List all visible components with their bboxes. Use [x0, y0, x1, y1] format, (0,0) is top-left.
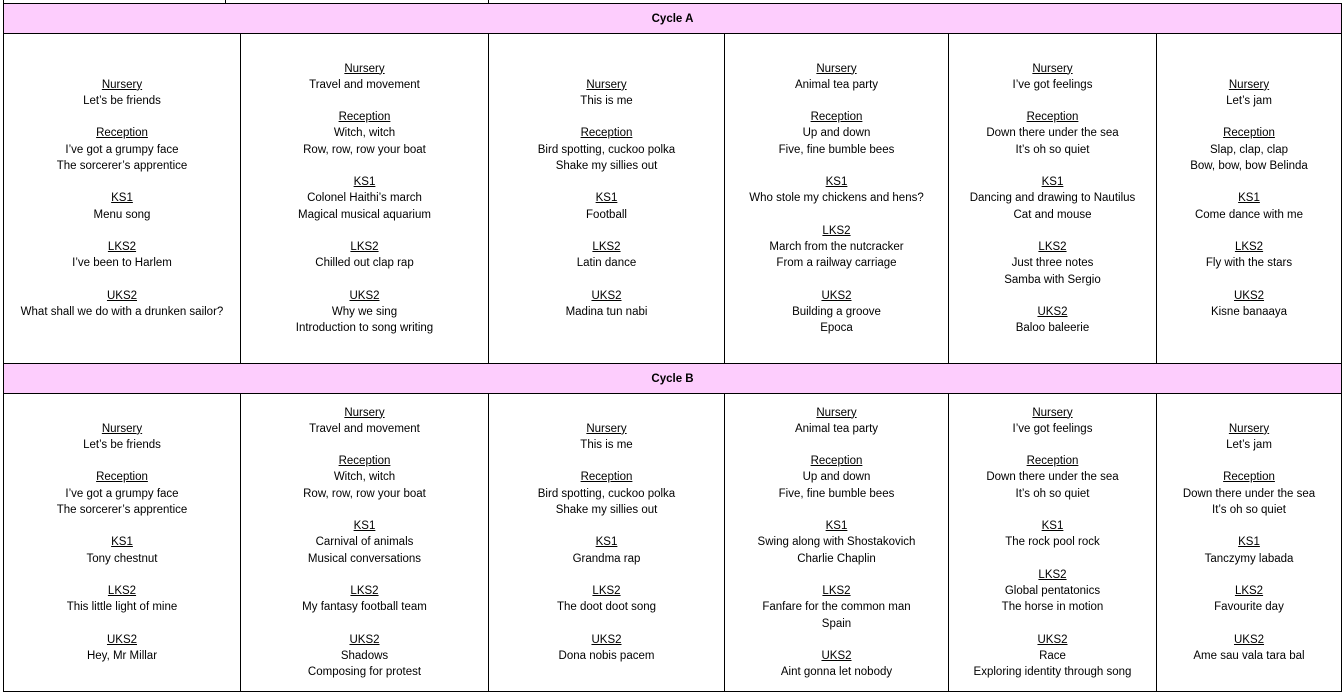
song-title: Dona nobis pacem	[558, 649, 655, 662]
cycle-title: Cycle B	[4, 364, 1342, 394]
key-stage-group	[241, 174, 488, 223]
key-stage-heading: UKS2	[821, 649, 852, 662]
key-stage-heading: Nursery	[344, 62, 385, 75]
key-stage-group	[949, 109, 1156, 158]
key-stage-heading: Reception	[580, 127, 633, 140]
song-title: Introduction to song writing	[295, 322, 434, 335]
song-title: Who stole my chickens and hens?	[749, 192, 924, 205]
key-stage-group	[489, 421, 724, 454]
song-title: Travel and movement	[309, 422, 420, 435]
table-body	[4, 4, 1342, 692]
key-stage-group	[4, 469, 240, 518]
key-stage-group	[1157, 77, 1341, 110]
key-stage-heading: Nursery	[101, 422, 143, 435]
term-cell	[949, 394, 1157, 692]
key-stage-heading: KS1	[111, 192, 133, 205]
key-stage-group	[949, 61, 1156, 94]
key-stage-heading: Reception	[810, 111, 863, 124]
song-title: Charlie Chaplin	[797, 552, 876, 565]
song-title: The doot doot song	[556, 601, 657, 614]
key-stage-heading: Reception	[580, 471, 633, 484]
key-stage-heading: KS1	[825, 520, 848, 533]
key-stage-heading: Nursery	[1228, 78, 1270, 91]
key-stage-group	[1157, 125, 1341, 174]
song-title: Grandma rap	[572, 552, 641, 565]
key-stage-heading: KS1	[353, 176, 376, 189]
key-stage-group	[489, 583, 724, 616]
song-title: Animal tea party	[794, 422, 879, 435]
song-title: Up and down	[802, 127, 871, 140]
key-stage-group	[4, 632, 240, 665]
key-stage-group	[4, 77, 240, 110]
term-cell	[4, 34, 241, 364]
key-stage-heading: KS1	[595, 536, 618, 549]
key-stage-heading: LKS2	[822, 224, 851, 237]
song-title: This little light of mine	[66, 601, 178, 614]
key-stage-group	[241, 518, 488, 567]
key-stage-heading: KS1	[1041, 520, 1064, 533]
key-stage-heading: Nursery	[816, 62, 857, 75]
key-stage-group	[241, 61, 488, 94]
key-stage-heading: LKS2	[350, 584, 379, 597]
key-stage-heading: Nursery	[1228, 422, 1270, 435]
key-stage-group	[949, 304, 1156, 337]
key-stage-group	[241, 109, 488, 158]
song-title: Up and down	[802, 471, 871, 484]
key-stage-group	[241, 583, 488, 616]
cycle-header-row	[4, 364, 1342, 394]
song-title: Come dance with me	[1194, 208, 1304, 221]
key-stage-group	[489, 632, 724, 665]
key-stage-heading: KS1	[595, 192, 618, 205]
song-title: This is me	[580, 95, 633, 108]
term-cell	[489, 34, 725, 364]
key-stage-heading: LKS2	[107, 584, 137, 597]
key-stage-group	[4, 534, 240, 567]
key-stage-heading: UKS2	[591, 289, 622, 302]
key-stage-heading: Reception	[1026, 111, 1079, 124]
key-stage-heading: KS1	[1238, 536, 1260, 549]
key-stage-group	[4, 421, 240, 454]
key-stage-group	[725, 223, 948, 272]
song-title: Shake my sillies out	[555, 160, 658, 173]
key-stage-group	[949, 405, 1156, 438]
song-title: Down there under the sea	[986, 471, 1119, 484]
key-stage-heading: KS1	[1238, 192, 1260, 205]
key-stage-group	[949, 239, 1156, 288]
key-stage-group	[241, 239, 488, 272]
song-title: Aint gonna let nobody	[780, 666, 893, 679]
song-title: Swing along with Shostakovich	[757, 536, 916, 549]
song-title: Row, row, row your boat	[303, 143, 426, 156]
key-stage-heading: Reception	[96, 127, 148, 140]
song-title: March from the nutcracker	[769, 240, 904, 253]
song-title: Bird spotting, cuckoo polka	[537, 487, 676, 500]
song-title: Global pentatonics	[1004, 584, 1101, 597]
key-stage-heading: Reception	[96, 471, 148, 484]
key-stage-heading: LKS2	[1234, 240, 1264, 253]
song-title: Tanczymy labada	[1204, 552, 1294, 565]
key-stage-group	[1157, 632, 1341, 665]
key-stage-group	[1157, 288, 1341, 321]
term-cell	[489, 394, 725, 692]
song-title: Hey, Mr Millar	[86, 649, 158, 662]
song-title: Chilled out clap rap	[315, 257, 414, 270]
key-stage-heading: LKS2	[592, 584, 621, 597]
song-title: I’ve got a grumpy face	[65, 487, 179, 500]
song-title: What shall we do with a drunken sailor?	[20, 305, 224, 318]
key-stage-heading: UKS2	[591, 633, 622, 646]
song-title: From a railway carriage	[776, 257, 897, 270]
key-stage-group	[241, 632, 488, 681]
song-title: Samba with Sergio	[1004, 273, 1101, 286]
key-stage-heading: Nursery	[586, 78, 627, 91]
key-stage-group	[725, 648, 948, 681]
key-stage-group	[1157, 469, 1341, 518]
key-stage-heading: LKS2	[350, 240, 379, 253]
song-title: I’ve got a grumpy face	[65, 143, 179, 156]
key-stage-group	[1157, 421, 1341, 454]
key-stage-heading: Reception	[1026, 455, 1079, 468]
key-stage-heading: Nursery	[816, 406, 857, 419]
key-stage-group	[4, 239, 240, 272]
key-stage-heading: Reception	[1223, 127, 1275, 140]
key-stage-group	[489, 77, 724, 110]
key-stage-heading: LKS2	[592, 240, 621, 253]
key-stage-group	[4, 288, 240, 321]
song-title: Magical musical aquarium	[298, 208, 431, 221]
key-stage-heading: UKS2	[106, 289, 138, 302]
song-title: Let’s be friends	[83, 95, 161, 108]
key-stage-heading: UKS2	[1233, 633, 1265, 646]
song-title: Tony chestnut	[86, 552, 158, 565]
key-stage-group	[725, 583, 948, 632]
term-cell	[1157, 34, 1342, 364]
key-stage-group	[489, 125, 724, 174]
song-title: The horse in motion	[1001, 601, 1104, 614]
key-stage-group	[1157, 534, 1341, 567]
song-title: Carnival of animals	[315, 536, 414, 549]
key-stage-heading: Reception	[1223, 471, 1275, 484]
key-stage-group	[489, 288, 724, 321]
song-title: Shake my sillies out	[555, 504, 658, 517]
term-cell	[725, 34, 949, 364]
song-title: Shadows	[340, 649, 389, 662]
key-stage-heading: KS1	[1041, 176, 1064, 189]
song-title: The rock pool rock	[1005, 536, 1100, 549]
term-cell	[241, 34, 489, 364]
song-title: Fly with the stars	[1205, 257, 1293, 270]
key-stage-group	[4, 190, 240, 223]
song-title: Baloo baleerie	[1015, 322, 1090, 335]
key-stage-heading: UKS2	[1037, 633, 1068, 646]
term-cell	[241, 394, 489, 692]
key-stage-group	[1157, 190, 1341, 223]
key-stage-group	[4, 583, 240, 616]
song-title: I’ve got feelings	[1012, 422, 1093, 435]
song-title: Favourite day	[1214, 601, 1284, 614]
key-stage-group	[489, 239, 724, 272]
song-title: Let’s jam	[1226, 95, 1272, 108]
song-title: Witch, witch	[333, 127, 396, 140]
song-title: Five, fine bumble bees	[778, 143, 895, 156]
song-title: Witch, witch	[333, 471, 396, 484]
song-title: Spain	[821, 617, 852, 630]
key-stage-group	[949, 632, 1156, 681]
key-stage-group	[725, 405, 948, 438]
song-title: This is me	[580, 439, 633, 452]
song-title: Menu song	[93, 208, 151, 221]
song-title: Travel and movement	[309, 78, 420, 91]
song-title: Let’s be friends	[83, 439, 161, 452]
key-stage-heading: LKS2	[1038, 240, 1067, 253]
key-stage-group	[725, 453, 948, 502]
song-title: It’s oh so quiet	[1212, 504, 1286, 517]
song-title: Just three notes	[1011, 257, 1094, 270]
song-title: It’s oh so quiet	[1015, 143, 1090, 156]
key-stage-heading: Nursery	[1032, 406, 1073, 419]
song-title: Kisne banaaya	[1210, 305, 1288, 318]
key-stage-heading: UKS2	[349, 289, 380, 302]
song-title: It’s oh so quiet	[1015, 487, 1090, 500]
key-stage-heading: Nursery	[1032, 62, 1073, 75]
song-title: Race	[1039, 649, 1066, 662]
key-stage-group	[4, 125, 240, 174]
key-stage-group	[1157, 583, 1341, 616]
key-stage-heading: UKS2	[349, 633, 380, 646]
song-title: Epoca	[820, 322, 853, 335]
key-stage-group	[725, 174, 948, 207]
key-stage-group	[949, 453, 1156, 502]
song-title: Down there under the sea	[986, 127, 1119, 140]
song-title: Bow, bow, bow Belinda	[1190, 160, 1308, 173]
song-title: Bird spotting, cuckoo polka	[537, 143, 676, 156]
key-stage-heading: KS1	[111, 536, 133, 549]
song-title: Cat and mouse	[1013, 208, 1092, 221]
song-title: I’ve been to Harlem	[72, 257, 172, 270]
key-stage-group	[725, 61, 948, 94]
song-title: Football	[586, 208, 627, 221]
song-title: Exploring identity through song	[973, 666, 1132, 679]
song-title: Row, row, row your boat	[303, 487, 426, 500]
key-stage-group	[949, 518, 1156, 551]
key-stage-heading: KS1	[353, 520, 376, 533]
song-title: Let’s jam	[1226, 439, 1272, 452]
key-stage-heading: Nursery	[344, 406, 385, 419]
cycle-body-row	[4, 34, 1342, 364]
song-title: Building a groove	[792, 305, 881, 318]
term-cell	[1157, 394, 1342, 692]
song-title: Why we sing	[331, 305, 398, 318]
key-stage-group	[489, 534, 724, 567]
music-curriculum-table	[3, 3, 1342, 692]
song-title: The sorcerer’s apprentice	[56, 504, 188, 517]
cycle-body-row	[4, 394, 1342, 692]
song-title: My fantasy football team	[302, 601, 427, 614]
song-title: Fanfare for the common man	[762, 601, 911, 614]
key-stage-group	[949, 174, 1156, 223]
song-title: Slap, clap, clap	[1210, 143, 1288, 156]
key-stage-group	[241, 288, 488, 337]
key-stage-group	[725, 109, 948, 158]
key-stage-group	[241, 453, 488, 502]
song-title: Madina tun nabi	[565, 305, 648, 318]
term-cell	[725, 394, 949, 692]
song-title: I’ve got feelings	[1012, 78, 1093, 91]
key-stage-heading: LKS2	[822, 584, 851, 597]
key-stage-group	[489, 469, 724, 518]
key-stage-heading: UKS2	[821, 289, 852, 302]
key-stage-group	[489, 190, 724, 223]
key-stage-heading: KS1	[825, 176, 848, 189]
song-title: Musical conversations	[307, 552, 422, 565]
song-title: Ame sau vala tara bal	[1193, 649, 1305, 662]
key-stage-heading: Nursery	[101, 78, 143, 91]
term-cell	[4, 394, 241, 692]
term-cell	[949, 34, 1157, 364]
song-title: Composing for protest	[307, 666, 422, 679]
key-stage-heading: Reception	[338, 111, 391, 124]
song-title: Five, fine bumble bees	[778, 487, 895, 500]
key-stage-group	[241, 405, 488, 438]
key-stage-heading: UKS2	[106, 633, 138, 646]
song-title: Latin dance	[576, 257, 637, 270]
song-title: Dancing and drawing to Nautilus	[969, 192, 1136, 205]
key-stage-heading: LKS2	[1234, 584, 1264, 597]
cycle-header-row	[4, 4, 1342, 34]
song-title: Down there under the sea	[1182, 487, 1316, 500]
key-stage-group	[1157, 239, 1341, 272]
key-stage-group	[949, 567, 1156, 616]
song-title: Animal tea party	[794, 78, 879, 91]
key-stage-heading: LKS2	[107, 240, 137, 253]
key-stage-heading: Nursery	[586, 422, 627, 435]
key-stage-heading: Reception	[338, 455, 391, 468]
cycle-title: Cycle A	[4, 4, 1342, 34]
key-stage-group	[725, 518, 948, 567]
key-stage-heading: UKS2	[1037, 305, 1068, 318]
key-stage-group	[725, 288, 948, 337]
key-stage-heading: UKS2	[1233, 289, 1265, 302]
key-stage-heading: LKS2	[1038, 568, 1067, 581]
song-title: The sorcerer’s apprentice	[56, 160, 188, 173]
key-stage-heading: Reception	[810, 455, 863, 468]
song-title: Colonel Haithi’s march	[307, 192, 422, 205]
